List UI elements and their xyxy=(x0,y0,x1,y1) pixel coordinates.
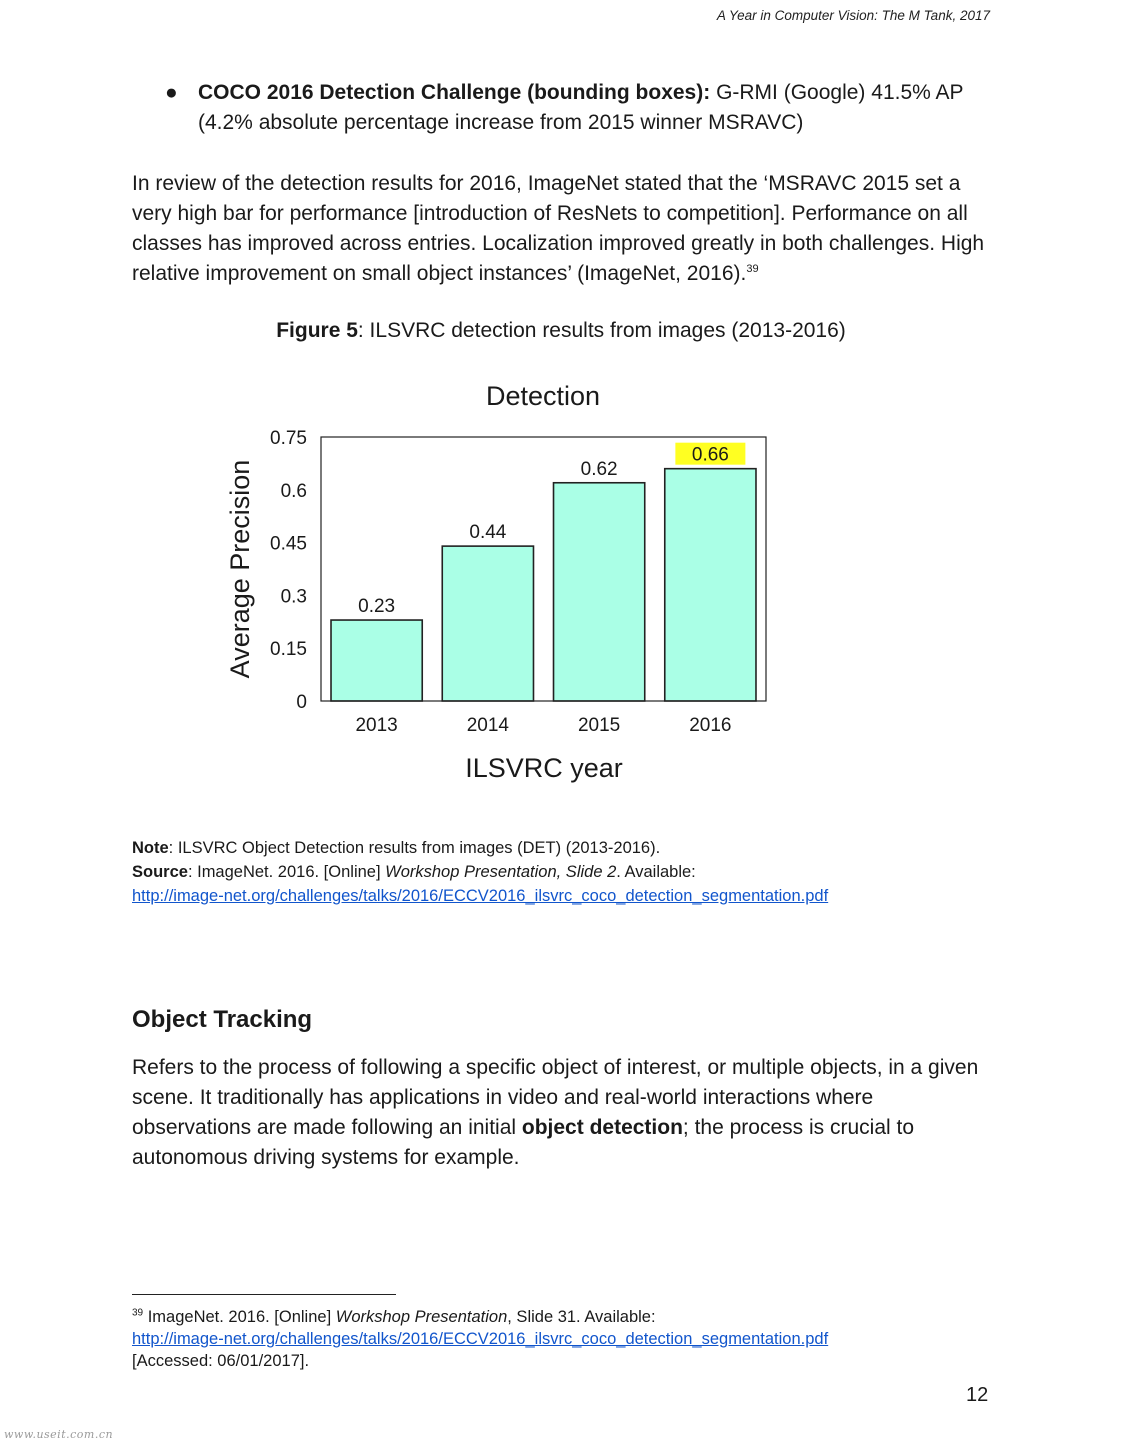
paragraph-end: ; the process is crucial to autonomous driving systems for example. xyxy=(132,1116,915,1169)
bullet-item xyxy=(165,78,995,138)
y-tick-label: 0.45 xyxy=(270,533,307,555)
bar xyxy=(554,483,645,701)
x-axis-label: ILSVRC year xyxy=(465,753,623,783)
x-tick-label: 2014 xyxy=(466,715,510,736)
figure-caption xyxy=(0,319,1122,343)
bullet-text xyxy=(198,78,995,138)
y-tick-label: 0.6 xyxy=(280,480,307,502)
paragraph-text: In review of the detection results for 2016, ImageNet stated that the ‘MSRAVC 2015 set a very high bar for performance [introduction of ResNets to competition]. Performance on all classes has improved across entries. Localization improved greatly in both challenges. High relative improvement on small object instances’ (ImageNet, 2016). xyxy=(132,172,985,285)
note-text: : ILSVRC Object Detection results from images (DET) (2013-2016). xyxy=(168,839,661,857)
footnote-url-link[interactable]: http://image-net.org/challenges/talks/2016/ECCV2016_ilsvrc_coco_detection_segmentation.pdf xyxy=(132,1330,829,1348)
footnote-text-start: ImageNet. 2016. [Online] xyxy=(143,1308,336,1326)
y-tick-label: 0 xyxy=(296,692,307,713)
bar-value-label: 0.44 xyxy=(469,522,507,544)
bullet-bold-lead: COCO 2016 Detection Challenge (bounding boxes): xyxy=(198,81,711,104)
detection-bar-chart xyxy=(215,370,795,790)
watermark: www.useit.com.cn xyxy=(4,1428,114,1441)
y-tick-label: 0.75 xyxy=(270,428,307,449)
source-tail: . Available: xyxy=(616,863,696,881)
source-line xyxy=(132,860,1032,884)
y-tick-label: 0.3 xyxy=(280,586,307,608)
section-heading: Object Tracking xyxy=(132,1006,313,1033)
x-tick-label: 2015 xyxy=(577,715,621,736)
running-header: A Year in Computer Vision: The M Tank, 2017 xyxy=(716,8,990,23)
footnote-accessed: [Accessed: 06/01/2017]. xyxy=(132,1352,310,1370)
paragraph-detection-review xyxy=(132,169,992,289)
y-axis-label: Average Precision xyxy=(225,459,255,679)
note-label: Note xyxy=(132,839,169,857)
figure-caption-text: : ILSVRC detection results from images (2013-2016) xyxy=(357,319,846,342)
x-axis-ticks xyxy=(355,715,731,736)
footnote-ref[interactable]: 39 xyxy=(746,263,759,275)
bullet-dot-icon: ● xyxy=(165,81,178,104)
source-text: : ImageNet. 2016. [Online] xyxy=(187,863,386,881)
y-tick-label: 0.15 xyxy=(270,639,307,661)
bars-group xyxy=(331,443,756,701)
footnote-divider xyxy=(132,1294,396,1295)
bar xyxy=(442,546,533,701)
y-axis-ticks xyxy=(270,428,307,713)
source-italic: Workshop Presentation, Slide 2 xyxy=(385,863,617,881)
bar xyxy=(331,620,422,701)
chart-title: Detection xyxy=(485,381,601,411)
figure-label: Figure 5 xyxy=(276,319,358,342)
bar-value-label: 0.23 xyxy=(358,596,396,618)
footnote-italic: Workshop Presentation xyxy=(335,1308,508,1326)
paragraph-start: Refers to the process of following a specific object of interest, or multiple objects, in a given scene. It traditionally has applications in video and real-world interactions where observations are made following an initial xyxy=(132,1056,979,1139)
source-url-link[interactable]: http://image-net.org/challenges/talks/2016/ECCV2016_ilsvrc_coco_detection_segmentation.pdf xyxy=(132,887,829,905)
footnote-link-line xyxy=(132,1328,1032,1350)
paragraph-bold-term: object detection xyxy=(521,1116,683,1139)
bar-value-label: 0.66 xyxy=(691,444,729,466)
x-tick-label: 2016 xyxy=(689,715,732,736)
bullet-body: G-RMI (Google) 41.5% AP (4.2% absolute percentage increase from 2015 winner MSRAVC) xyxy=(198,81,964,134)
paragraph-object-tracking xyxy=(132,1053,992,1173)
bar xyxy=(665,469,756,701)
source-link-line xyxy=(132,884,1032,908)
note-line xyxy=(132,836,1032,860)
footnote-text-end: , Slide 31. Available: xyxy=(507,1308,656,1326)
footnote-number: 39 xyxy=(132,1307,144,1319)
source-label: Source xyxy=(132,863,188,881)
bar-value-label: 0.62 xyxy=(580,458,618,480)
page-number: 12 xyxy=(966,1384,989,1406)
footnote-line xyxy=(132,1306,1032,1328)
x-tick-label: 2013 xyxy=(355,715,398,736)
